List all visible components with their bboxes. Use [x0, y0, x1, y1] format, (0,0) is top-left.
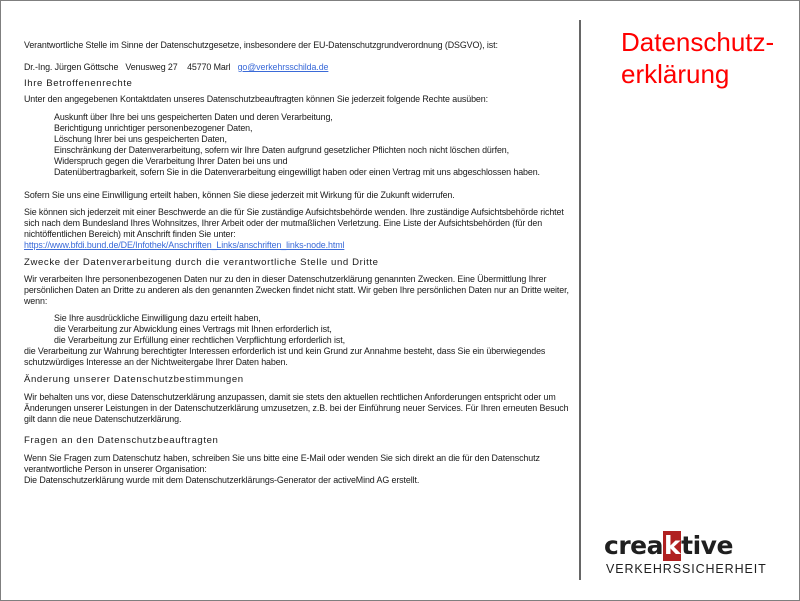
rights-list: [24, 112, 576, 178]
bullet-icon: [24, 324, 54, 335]
intro-text: Verantwortliche Stelle im Sinne der Datenschutzgesetze, insbesondere der EU-Datenschutzgrundverordnung (DSGVO), ist:: [24, 40, 498, 50]
heading-changes: Änderung unserer Datenschutzbestimmungen: [24, 374, 244, 385]
list-item: Sie Ihre ausdrückliche Einwilligung dazu erteilt haben,: [24, 313, 576, 324]
complaint-text: Sie können sich jederzeit mit einer Beschwerde an die für Sie zuständige Aufsichtsbehörde wenden. Ihre zuständige Aufsichtsbehörde richtet sich nach dem Bundesland Ihres Wohnsitzes, Ihrer Arbeit oder der mutmaßlichen Verletzung. Eine Liste der Aufsichtsbehörden (für den nichtöffentlichen Bereich) mit Anschrift finden Sie unter:: [24, 207, 564, 239]
contact-email-link[interactable]: go@verkehrsschilda.de: [237, 62, 329, 72]
bullet-icon: [24, 123, 54, 134]
bullet-icon: [24, 112, 54, 123]
page-title: [621, 26, 774, 90]
changes-text: Wir behalten uns vor, diese Datenschutzerklärung anzupassen, damit sie stets den aktuellen rechtlichen Anforderungen entspricht oder um Änderungen unserer Leistungen in der Datenschutzerklärung umzusetzen, z.B. bei der Einführung neuer Services. Für Ihren erneuten Besuch gilt dann die neue Datenschutzerklärung.: [24, 392, 569, 424]
bullet-icon: [24, 134, 54, 145]
contact-city: 45770 Marl: [187, 62, 231, 72]
company-logo: [604, 531, 776, 581]
bullet-icon: [24, 156, 54, 167]
heading-questions: Fragen an den Datenschutzbeauftragten: [24, 435, 219, 446]
contact-name: Dr.-Ing. Jürgen Göttsche: [24, 62, 119, 72]
logo-wordmark: creaktive: [604, 531, 733, 560]
generator-text: Die Datenschutzerklärung wurde mit dem Datenschutzerklärungs-Generator der activeMind AG erstellt.: [24, 475, 420, 485]
list-item: Datenübertragbarkeit, sofern Sie in die Datenverarbeitung eingewilligt haben oder einen Vertrag mit uns abgeschlossen haben.: [24, 167, 576, 178]
list-item: Berichtigung unrichtiger personenbezogener Daten,: [24, 123, 576, 134]
bullet-icon: [24, 335, 54, 346]
heading-purposes: Zwecke der Datenverarbeitung durch die verantwortliche Stelle und Dritte: [24, 257, 379, 268]
privacy-text: [24, 40, 576, 486]
title-line-2: erklärung: [621, 59, 730, 89]
questions-text: Wenn Sie Fragen zum Datenschutz haben, schreiben Sie uns bitte eine E-Mail oder wenden Sie sich direkt an die für den Datenschutz verantwortliche Person in unserer Organisation:: [24, 453, 540, 474]
list-item: die Verarbeitung zur Abwicklung eines Vertrags mit Ihnen erforderlich ist,: [24, 324, 576, 335]
rights-intro: Unter den angegebenen Kontaktdaten unseres Datenschutzbeauftragten können Sie jederzeit folgende Rechte ausüben:: [24, 94, 488, 104]
title-line-1: Datenschutz-: [621, 27, 775, 57]
contact-line: [24, 62, 576, 73]
heading-rights: Ihre Betroffenenrechte: [24, 78, 133, 89]
list-item: Widerspruch gegen die Verarbeitung Ihrer Daten bei uns und: [24, 156, 576, 167]
contact-street: Venusweg 27: [125, 62, 178, 72]
bullet-icon: [24, 167, 54, 178]
logo-k-mark: k: [663, 531, 681, 560]
logo-subtitle: VERKEHRSSICHERHEIT: [606, 562, 767, 576]
bullet-icon: [24, 313, 54, 324]
list-item: die Verarbeitung zur Erfüllung einer rechtlichen Verpflichtung erforderlich ist,: [24, 335, 576, 346]
purposes-list: [24, 313, 576, 346]
list-item: Auskunft über Ihre bei uns gespeicherten Daten und deren Verarbeitung,: [24, 112, 576, 123]
interests-text: die Verarbeitung zur Wahrung berechtigter Interessen erforderlich ist und kein Grund zur Annahme besteht, dass Sie ein überwiegendes schutzwürdiges Interesse an der Nichtweitergabe Ihrer Daten haben.: [24, 346, 546, 367]
list-item: Einschränkung der Datenverarbeitung, sofern wir Ihre Daten aufgrund gesetzlicher Pflichten noch nicht löschen dürfen,: [24, 145, 576, 156]
vertical-divider: [579, 20, 581, 580]
list-item: Löschung Ihrer bei uns gespeicherten Daten,: [24, 134, 576, 145]
consent-text: Sofern Sie uns eine Einwilligung erteilt haben, können Sie diese jederzeit mit Wirkung für die Zukunft widerrufen.: [24, 190, 455, 200]
bullet-icon: [24, 145, 54, 156]
authority-list-link[interactable]: https://www.bfdi.bund.de/DE/Infothek/Anschriften_Links/anschriften_links-node.html: [24, 240, 345, 250]
generator-link[interactable]: Datenschutzerklärungs-Generator der activeMind AG: [185, 475, 390, 485]
purposes-text: Wir verarbeiten Ihre personenbezogenen Daten nur zu den in dieser Datenschutzerklärung genannten Zwecken. Eine Übermittlung Ihrer persönlichen Daten an Dritte zu anderen als den genannten Zwecken findet nicht statt. Wir geben Ihre persönlichen Daten nur an Dritte weiter, wenn:: [24, 274, 569, 306]
